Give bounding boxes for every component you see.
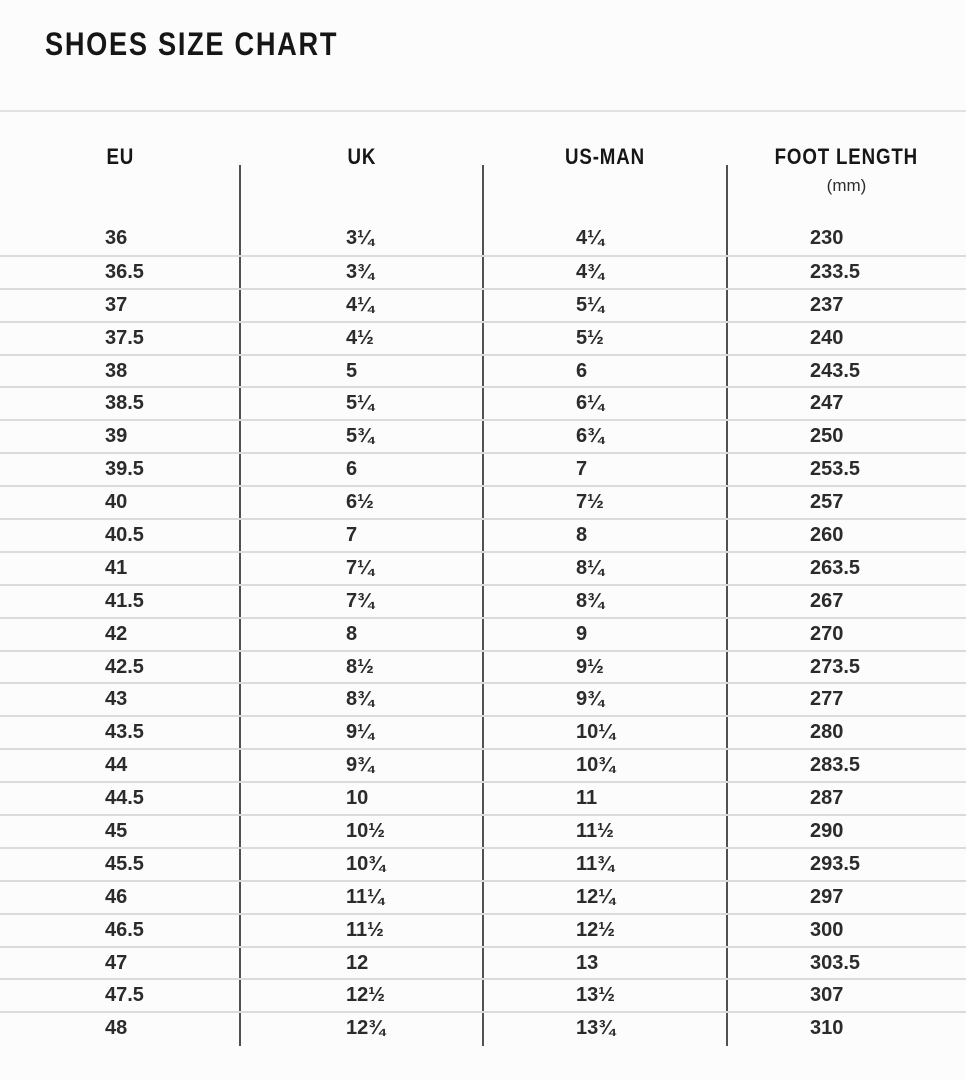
cell-us-man: 9¾	[576, 688, 604, 711]
cell-uk: 6	[346, 458, 358, 481]
cell-us-man: 6¾	[576, 425, 604, 448]
cell-foot-length: 253.5	[810, 458, 861, 481]
cell-eu: 42	[105, 622, 128, 645]
table-row	[0, 485, 966, 518]
table-row	[0, 617, 966, 650]
cell-foot-length: 280	[810, 721, 844, 744]
cell-uk: 9¼	[346, 721, 374, 744]
cell-eu: 44	[105, 754, 128, 777]
cell-uk: 10¾	[346, 852, 385, 875]
cell-uk: 7	[346, 523, 358, 546]
table-row	[0, 518, 966, 551]
cell-eu: 45.5	[105, 852, 144, 875]
cell-uk: 12¾	[346, 1017, 385, 1040]
table-row	[0, 781, 966, 814]
table-row	[0, 847, 966, 880]
cell-us-man: 8¾	[576, 589, 604, 612]
cell-foot-length: 243.5	[810, 359, 861, 382]
cell-eu: 47.5	[105, 984, 144, 1007]
cell-foot-length: 287	[810, 787, 844, 810]
cell-uk: 8	[346, 622, 358, 645]
table-row	[0, 255, 966, 288]
cell-us-man: 5¼	[576, 293, 604, 316]
table-row	[0, 386, 966, 419]
foot-length-unit-label: (mm)	[826, 176, 867, 195]
cell-foot-length: 303.5	[810, 951, 861, 974]
cell-eu: 47	[105, 951, 128, 974]
cell-uk: 5	[346, 359, 358, 382]
cell-uk: 10	[346, 787, 369, 810]
cell-us-man: 7½	[576, 491, 604, 514]
cell-uk: 12½	[346, 984, 385, 1007]
cell-us-man: 9½	[576, 655, 604, 678]
cell-uk: 6½	[346, 491, 374, 514]
cell-eu: 44.5	[105, 787, 144, 810]
cell-us-man: 8	[576, 523, 588, 546]
cell-us-man: 11	[576, 787, 598, 810]
cell-foot-length: 267	[810, 589, 844, 612]
cell-eu: 46.5	[105, 918, 144, 941]
table-row	[0, 288, 966, 321]
cell-us-man: 13¾	[576, 1017, 615, 1040]
table-row	[0, 748, 966, 781]
cell-uk: 8¾	[346, 688, 374, 711]
cell-uk: 12	[346, 951, 369, 974]
cell-us-man: 8¼	[576, 556, 604, 579]
cell-foot-length: 247	[810, 392, 844, 415]
cell-eu: 39	[105, 425, 128, 448]
cell-uk: 3¾	[346, 260, 374, 283]
cell-us-man: 10¼	[576, 721, 615, 744]
cell-eu: 43.5	[105, 721, 144, 744]
table-row	[0, 814, 966, 847]
cell-foot-length: 270	[810, 622, 844, 645]
column-header-uk: UK	[347, 144, 376, 169]
cell-uk: 3¼	[346, 226, 374, 249]
cell-eu: 37	[105, 293, 128, 316]
cell-uk: 8½	[346, 655, 374, 678]
table-body	[0, 222, 966, 1044]
table-row	[0, 222, 966, 255]
table-row	[0, 650, 966, 683]
cell-us-man: 13½	[576, 984, 615, 1007]
table-row	[0, 584, 966, 617]
title-divider	[0, 110, 966, 112]
cell-foot-length: 310	[810, 1017, 844, 1040]
cell-eu: 39.5	[105, 458, 144, 481]
cell-eu: 45	[105, 819, 128, 842]
cell-foot-length: 293.5	[810, 852, 861, 875]
cell-uk: 11¼	[346, 885, 384, 908]
cell-foot-length: 290	[810, 819, 844, 842]
cell-us-man: 11¾	[576, 852, 614, 875]
table-row	[0, 880, 966, 913]
table-row	[0, 354, 966, 387]
cell-foot-length: 283.5	[810, 754, 861, 777]
cell-eu: 36.5	[105, 260, 144, 283]
cell-foot-length: 257	[810, 491, 844, 514]
cell-eu: 37.5	[105, 326, 144, 349]
page-title-text: SHOES SIZE CHART	[45, 26, 339, 62]
cell-uk: 5¾	[346, 425, 374, 448]
cell-us-man: 4¾	[576, 260, 604, 283]
column-header-us-man: US-MAN	[565, 144, 645, 169]
cell-us-man: 12¼	[576, 885, 615, 908]
cell-foot-length: 260	[810, 523, 844, 546]
cell-us-man: 10¾	[576, 754, 615, 777]
cell-uk: 7¼	[346, 556, 374, 579]
cell-foot-length: 263.5	[810, 556, 861, 579]
cell-us-man: 6	[576, 359, 588, 382]
cell-foot-length: 237	[810, 293, 844, 316]
cell-uk: 4½	[346, 326, 374, 349]
table-row	[0, 715, 966, 748]
cell-uk: 7¾	[346, 589, 374, 612]
cell-us-man: 9	[576, 622, 588, 645]
table-row	[0, 321, 966, 354]
table-row	[0, 682, 966, 715]
cell-eu: 38	[105, 359, 128, 382]
cell-foot-length: 273.5	[810, 655, 861, 678]
cell-us-man: 4¼	[576, 226, 604, 249]
page-title	[45, 26, 390, 62]
cell-us-man: 7	[576, 458, 588, 481]
cell-foot-length: 297	[810, 885, 844, 908]
table-row	[0, 1011, 966, 1044]
cell-us-man: 6¼	[576, 392, 604, 415]
table-row	[0, 913, 966, 946]
cell-foot-length: 277	[810, 688, 844, 711]
table-row	[0, 978, 966, 1011]
cell-uk: 11½	[346, 918, 384, 941]
cell-eu: 41.5	[105, 589, 144, 612]
cell-eu: 42.5	[105, 655, 144, 678]
cell-us-man: 13	[576, 951, 599, 974]
cell-eu: 46	[105, 885, 128, 908]
table-row	[0, 946, 966, 979]
cell-eu: 48	[105, 1017, 128, 1040]
cell-uk: 4¼	[346, 293, 374, 316]
cell-us-man: 5½	[576, 326, 604, 349]
table-row	[0, 419, 966, 452]
cell-foot-length: 250	[810, 425, 844, 448]
cell-eu: 36	[105, 226, 128, 249]
cell-foot-length: 233.5	[810, 260, 861, 283]
cell-eu: 43	[105, 688, 128, 711]
cell-eu: 40	[105, 491, 128, 514]
cell-uk: 5¼	[346, 392, 374, 415]
table-row	[0, 551, 966, 584]
cell-uk: 9¾	[346, 754, 374, 777]
cell-foot-length: 230	[810, 226, 844, 249]
column-header-eu: EU	[106, 144, 134, 169]
cell-eu: 41	[105, 556, 128, 579]
cell-foot-length: 240	[810, 326, 844, 349]
cell-foot-length: 307	[810, 984, 844, 1007]
cell-foot-length: 300	[810, 918, 844, 941]
cell-us-man: 12½	[576, 918, 615, 941]
table-row	[0, 452, 966, 485]
cell-eu: 38.5	[105, 392, 144, 415]
cell-uk: 10½	[346, 819, 385, 842]
cell-us-man: 11½	[576, 819, 614, 842]
cell-eu: 40.5	[105, 523, 144, 546]
column-header-foot-length: FOOT LENGTH	[774, 144, 919, 169]
